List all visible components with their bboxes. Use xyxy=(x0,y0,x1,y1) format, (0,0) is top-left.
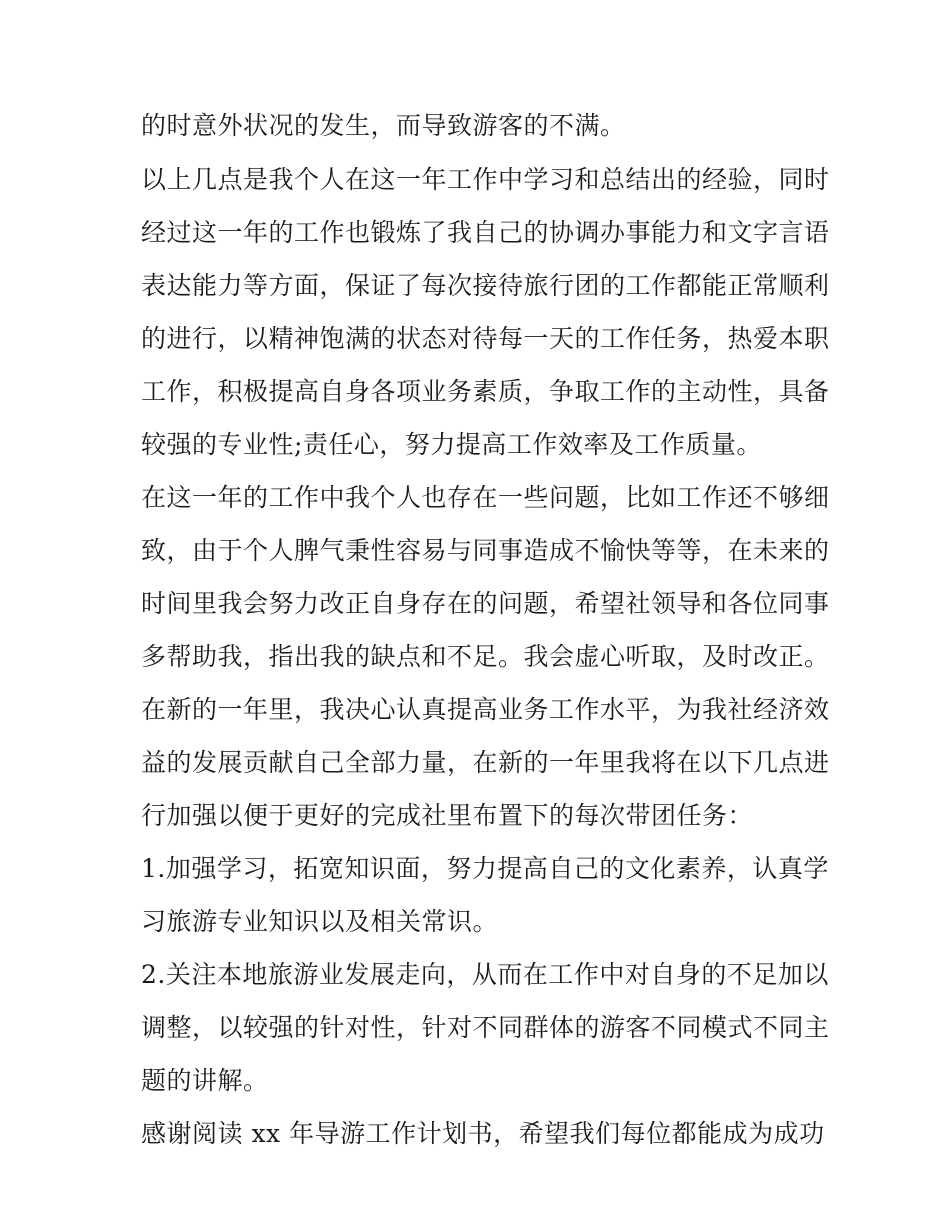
text-line: 益的发展贡献自己全部力量，在新的一年里我将在以下几点进 xyxy=(141,748,830,777)
text-line: 表达能力等方面，保证了每次接待旅行团的工作都能正常顺利 xyxy=(141,271,830,300)
text-line: 题的讲解。 xyxy=(141,1066,269,1095)
text-line: 感谢阅读 xx 年导游工作计划书，希望我们每位都能成为成功 xyxy=(141,1119,825,1148)
text-line: 经过这一年的工作也锻炼了我自己的协调办事能力和文字言语 xyxy=(141,218,830,247)
text-line: 的进行，以精神饱满的状态对待每一天的工作任务，热爱本职 xyxy=(141,324,830,353)
text-line: 在新的一年里，我决心认真提高业务工作水平，为我社经济效 xyxy=(141,695,830,724)
text-line: 习旅游专业知识以及相关常识。 xyxy=(141,907,499,936)
text-line: 调整，以较强的针对性，针对不同群体的游客不同模式不同主 xyxy=(141,1013,830,1042)
text-line: 致，由于个人脾气秉性容易与同事造成不愉快等等，在未来的 xyxy=(141,536,830,565)
text-line: 以上几点是我个人在这一年工作中学习和总结出的经验，同时 xyxy=(141,165,830,194)
text-line: 多帮助我，指出我的缺点和不足。我会虚心听取，及时改正。 xyxy=(141,642,830,671)
text-line: 的时意外状况的发生，而导致游客的不满。 xyxy=(141,111,626,140)
text-line: 1.加强学习，拓宽知识面，努力提高自己的文化素养，认真学 xyxy=(141,854,829,883)
text-line: 2.关注本地旅游业发展走向，从而在工作中对自身的不足加以 xyxy=(141,960,829,989)
text-line: 时间里我会努力改正自身存在的问题，希望社领导和各位同事 xyxy=(141,589,830,618)
text-line: 工作，积极提高自身各项业务素质，争取工作的主动性，具备 xyxy=(141,377,830,406)
text-line: 行加强以便于更好的完成社里布置下的每次带团任务： xyxy=(141,801,754,830)
text-line: 较强的专业性;责任心，努力提高工作效率及工作质量。 xyxy=(141,430,762,459)
text-line: 在这一年的工作中我个人也存在一些问题，比如工作还不够细 xyxy=(141,483,830,512)
